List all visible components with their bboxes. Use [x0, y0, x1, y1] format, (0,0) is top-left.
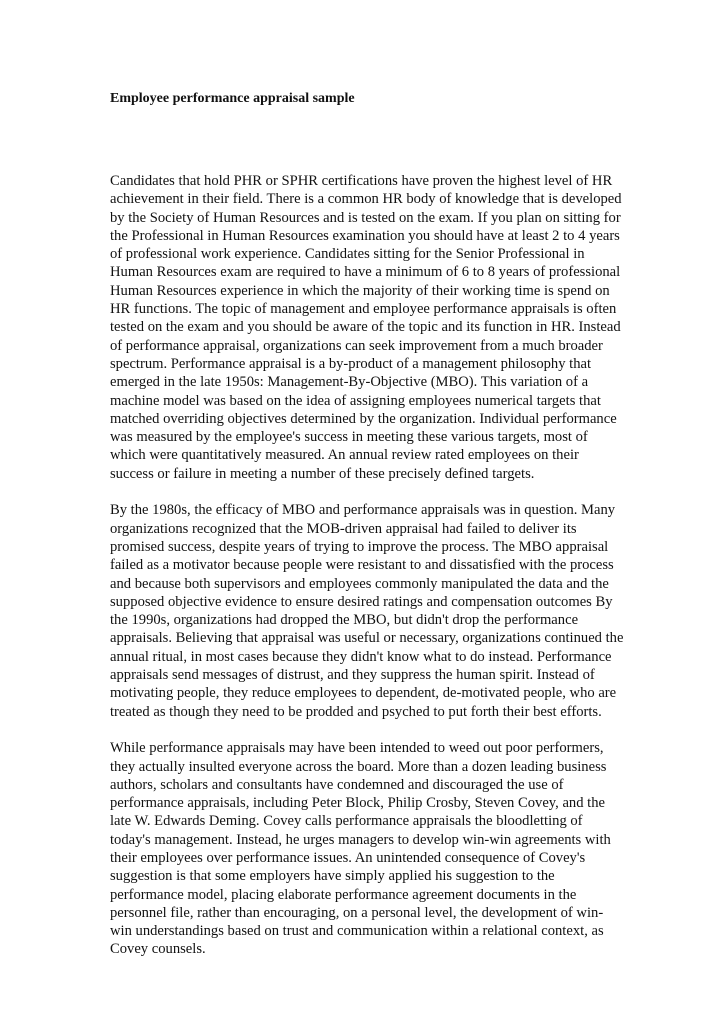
document-title: Employee performance appraisal sample [110, 91, 355, 106]
paragraph-3: While performance appraisals may have been intended to weed out poor performers, they actually insulted everyone across the board. More than a dozen leading business authors, scholars and consultants have condemned and discouraged the use of performance appraisals, including Peter Block, Philip Crosby, Steven Covey, and the late W. Edwards Deming. Covey calls performance appraisals the bloodletting of today's management. Instead, he urges managers to develop win-win agreements with their employees over performance issues. An unintended consequence of Covey's suggestion is that some employers have simply applied his suggestion to the performance model, placing elaborate performance agreement documents in the personnel file, rather than encouraging, on a personal level, the development of win-win understandings based on trust and communication within a relational context, as Covey counsels. [110, 740, 611, 958]
document-body [110, 172, 624, 977]
paragraph-1: Candidates that hold PHR or SPHR certifications have proven the highest level of HR achievement in their field. There is a common HR body of knowledge that is developed by the Society of Human Resources and is tested on the exam. If you plan on sitting for the Professional in Human Resources examination you should have at least 2 to 4 years of professional work experience. Candidates sitting for the Senior Professional in Human Resources exam are required to have a minimum of 6 to 8 years of professional Human Resources experience in which the majority of their working time is spend on HR functions. The topic of management and employee performance appraisals is often tested on the exam and you should be aware of the topic and its function in HR. Instead of performance appraisal, organizations can seek improvement from a much broader spectrum. Performance appraisal is a by-product of a management philosophy that emerged in the late 1950s: Management-By-Objective (MBO). This variation of a machine model was based on the idea of assigning employees numerical targets that matched overriding objectives determined by the organization. Individual performance was measured by the employee's success in meeting these various targets, most of which were quantitatively measured. An annual review rated employees on their success or failure in meeting a number of these precisely defined targets. [110, 173, 622, 482]
paragraph-2: By the 1980s, the efficacy of MBO and performance appraisals was in question. Many organizations recognized that the MOB-driven appraisal had failed to deliver its promised success, despite years of trying to improve the process. The MBO appraisal failed as a motivator because people were resistant to and dissatisfied with the process and because both supervisors and employees commonly manipulated the data and the supposed objective evidence to ensure desired ratings and compensation outcomes By the 1990s, organizations had dropped the MBO, but didn't drop the performance appraisals. Believing that appraisal was useful or necessary, organizations continued the annual ritual, in most cases because they didn't know what to do instead. Performance appraisals send messages of distrust, and they suppress the human spirit. Instead of motivating people, they reduce employees to dependent, de-motivated people, who are treated as though they need to be prodded and psyched to put forth their best efforts. [110, 502, 624, 720]
